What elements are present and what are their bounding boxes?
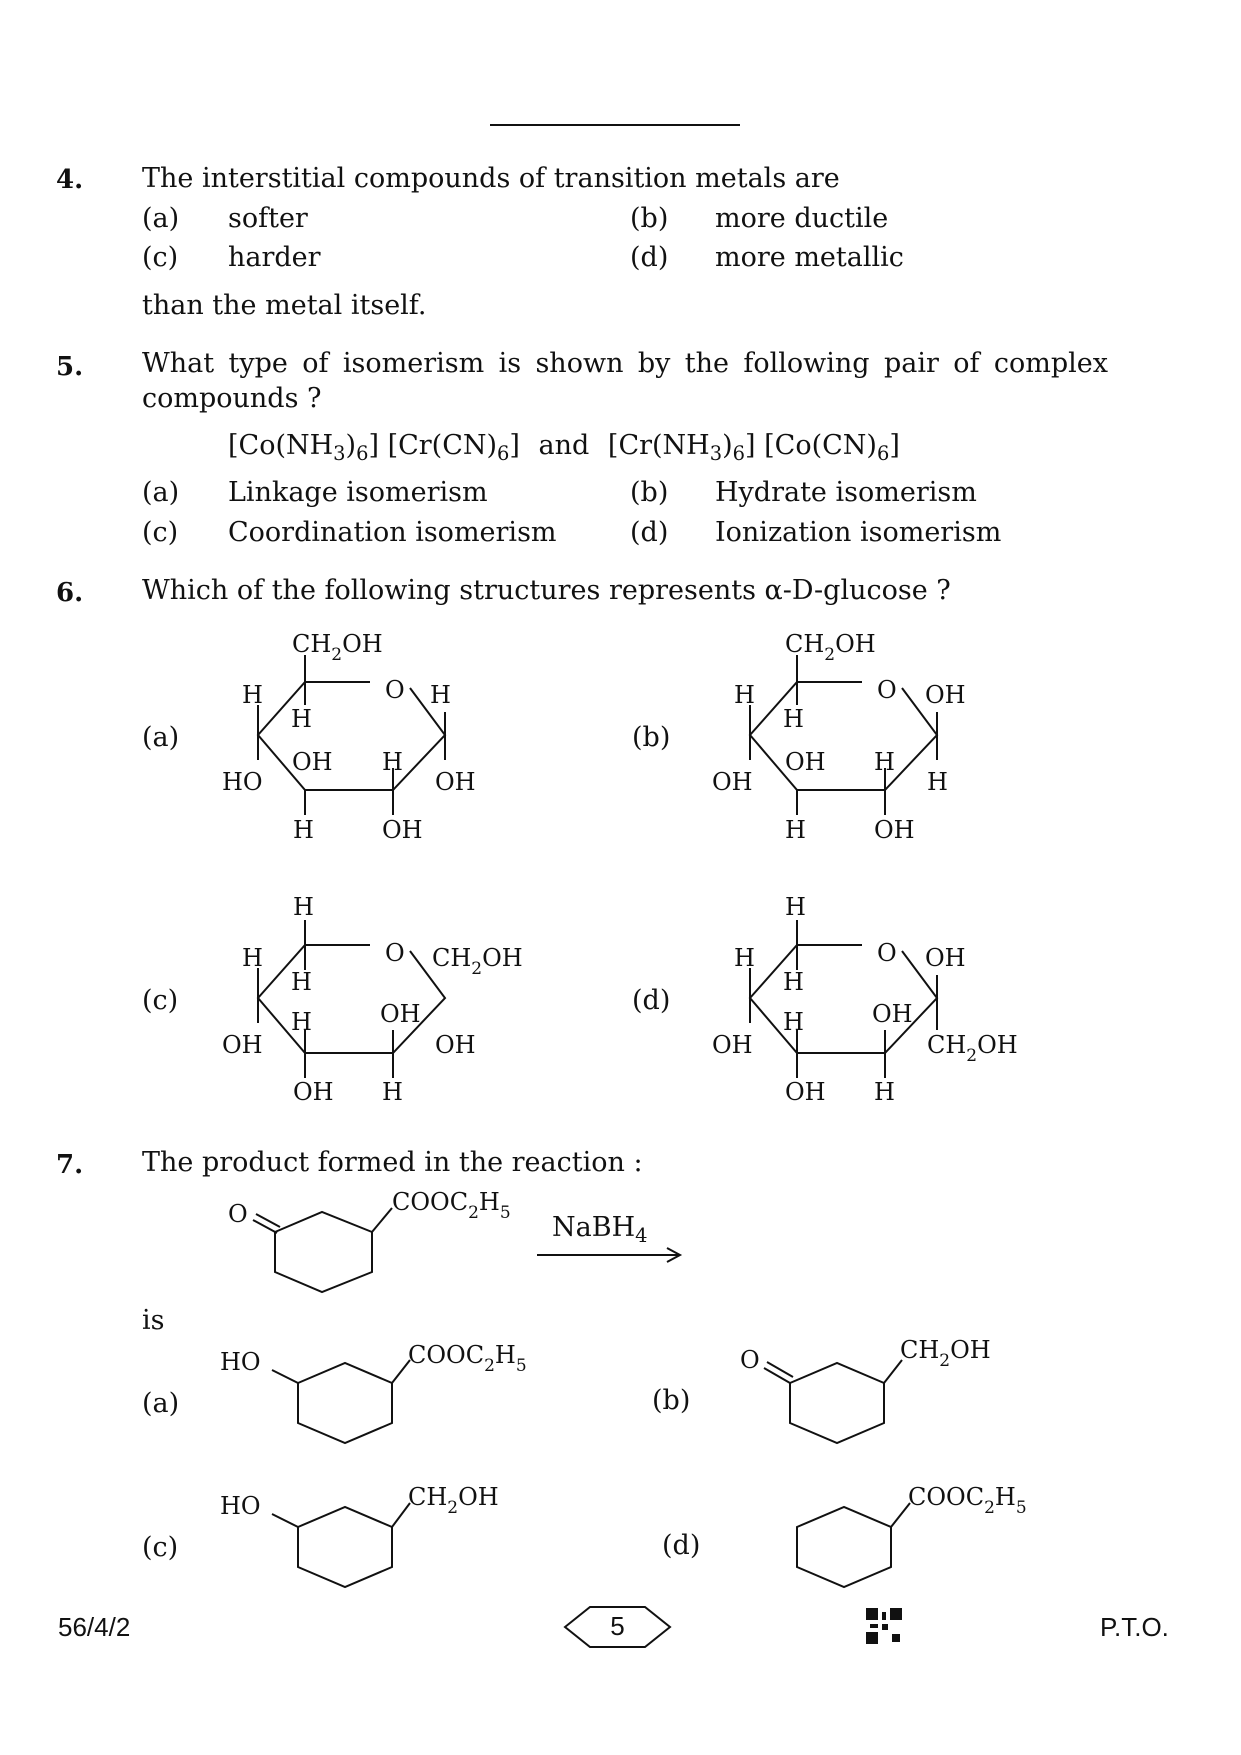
svg-text:OH: OH [874, 816, 915, 844]
and-word: and [538, 430, 590, 461]
svg-text:H: H [382, 1078, 403, 1106]
option-label: (a) [142, 1388, 180, 1419]
question-text-cont: compounds ? [142, 383, 322, 414]
option-label: (d) [630, 242, 669, 273]
svg-text:OH: OH [785, 748, 826, 776]
option-text: more ductile [715, 203, 889, 234]
complex-1: $[Co(NH_3)_6]$ $[Cr(CN)_6]$ [228, 430, 520, 466]
svg-text:OH: OH [293, 1078, 334, 1106]
svg-text:OH: OH [435, 1031, 476, 1059]
svg-text:OH: OH [712, 768, 753, 796]
option-label: (b) [632, 722, 671, 753]
svg-text:H: H [783, 1008, 804, 1036]
svg-text:CH2OH: $CH_2OH$ [785, 630, 876, 665]
reagent-label: NaBH$_4$ [552, 1212, 648, 1248]
svg-text:H: H [293, 893, 314, 921]
svg-text:H: H [291, 705, 312, 733]
option-text: Hydrate isomerism [715, 477, 977, 508]
question-number: 4. [56, 165, 84, 195]
option-text: Coordination isomerism [228, 517, 557, 548]
option-label: (d) [632, 985, 671, 1016]
option-text: Ionization isomerism [715, 517, 1002, 548]
option-label: (a) [142, 203, 180, 234]
svg-text:H: H [382, 748, 403, 776]
question-tail: than the metal itself. [142, 290, 427, 321]
option-label: (c) [142, 517, 179, 548]
svg-text:CH2OH: $CH_2OH$ [432, 944, 523, 979]
svg-text:COOC2H5: $COOC_2H_5$ [908, 1483, 1027, 1518]
svg-text:OH: OH [292, 748, 333, 776]
svg-text:HO: HO [220, 1492, 261, 1520]
svg-text:H: H [242, 944, 263, 972]
svg-text:H: H [874, 1078, 895, 1106]
option-label: (a) [142, 477, 180, 508]
svg-text:H: H [291, 1008, 312, 1036]
option-label: (c) [142, 1532, 179, 1563]
option-label: (b) [630, 203, 669, 234]
paper-code: 56/4/2 [58, 1612, 131, 1642]
qr-code-icon [866, 1608, 902, 1644]
svg-text:H: H [242, 681, 263, 709]
svg-text:OH: OH [785, 1078, 826, 1106]
svg-text:COOC2H5: $COOC_2H_5$ [392, 1188, 511, 1223]
svg-text:HO: HO [220, 1348, 261, 1376]
question-text: The product formed in the reaction : [142, 1147, 643, 1178]
svg-text:H: H [783, 705, 804, 733]
option-label: (c) [142, 242, 179, 273]
svg-text:O: O [385, 676, 405, 704]
question-text: What type of isomerism is shown by the following pair of complex [142, 348, 1108, 379]
option-label: (d) [662, 1530, 701, 1561]
svg-text:H: H [293, 816, 314, 844]
svg-text:H: H [430, 681, 451, 709]
svg-text:OH: OH [712, 1031, 753, 1059]
option-text: Linkage isomerism [228, 477, 488, 508]
option-label: (a) [142, 722, 180, 753]
svg-text:O: O [740, 1346, 760, 1374]
option-label: (b) [630, 477, 669, 508]
svg-text:CH2OH: $CH_2OH$ [292, 630, 383, 665]
svg-text:OH: OH [925, 944, 966, 972]
svg-text:CH2OH: $CH_2OH$ [927, 1031, 1018, 1066]
svg-text:O: O [228, 1200, 248, 1228]
svg-text:H: H [783, 968, 804, 996]
svg-text:OH: OH [222, 1031, 263, 1059]
option-label: (b) [652, 1385, 691, 1416]
option-label: (d) [630, 517, 669, 548]
question-number: 5. [56, 352, 84, 382]
svg-text:OH: OH [380, 1000, 421, 1028]
svg-text:CH2OH: $CH_2OH$ [408, 1483, 499, 1518]
page-number: 5 [610, 1611, 625, 1641]
question-number: 7. [56, 1150, 84, 1180]
svg-text:CH2OH: $CH_2OH$ [900, 1336, 991, 1371]
svg-text:O: O [877, 939, 897, 967]
svg-text:H: H [874, 748, 895, 776]
svg-text:O: O [385, 939, 405, 967]
complex-2: $[Cr(NH_3)_6]$ $[Co(CN)_6]$ [607, 430, 900, 466]
pto: P.T.O. [1100, 1612, 1169, 1642]
svg-text:H: H [734, 944, 755, 972]
svg-text:H: H [785, 893, 806, 921]
question-text: The interstitial compounds of transition metals are [142, 163, 840, 194]
svg-text:H: H [734, 681, 755, 709]
question-number: 6. [56, 578, 84, 608]
svg-text:COOC2H5: $COOC_2H_5$ [408, 1341, 527, 1376]
is-word: is [142, 1305, 165, 1336]
svg-text:OH: OH [872, 1000, 913, 1028]
svg-text:O: O [877, 676, 897, 704]
svg-text:H: H [927, 768, 948, 796]
question-text: Which of the following structures represents α-D-glucose ? [142, 575, 951, 606]
svg-text:HO: HO [222, 768, 263, 796]
option-text: softer [228, 203, 308, 234]
svg-text:OH: OH [925, 681, 966, 709]
option-label: (c) [142, 985, 179, 1016]
svg-text:OH: OH [382, 816, 423, 844]
option-text: more metallic [715, 242, 904, 273]
svg-text:OH: OH [435, 768, 476, 796]
option-text: harder [228, 242, 321, 273]
svg-text:H: H [291, 968, 312, 996]
svg-text:H: H [785, 816, 806, 844]
